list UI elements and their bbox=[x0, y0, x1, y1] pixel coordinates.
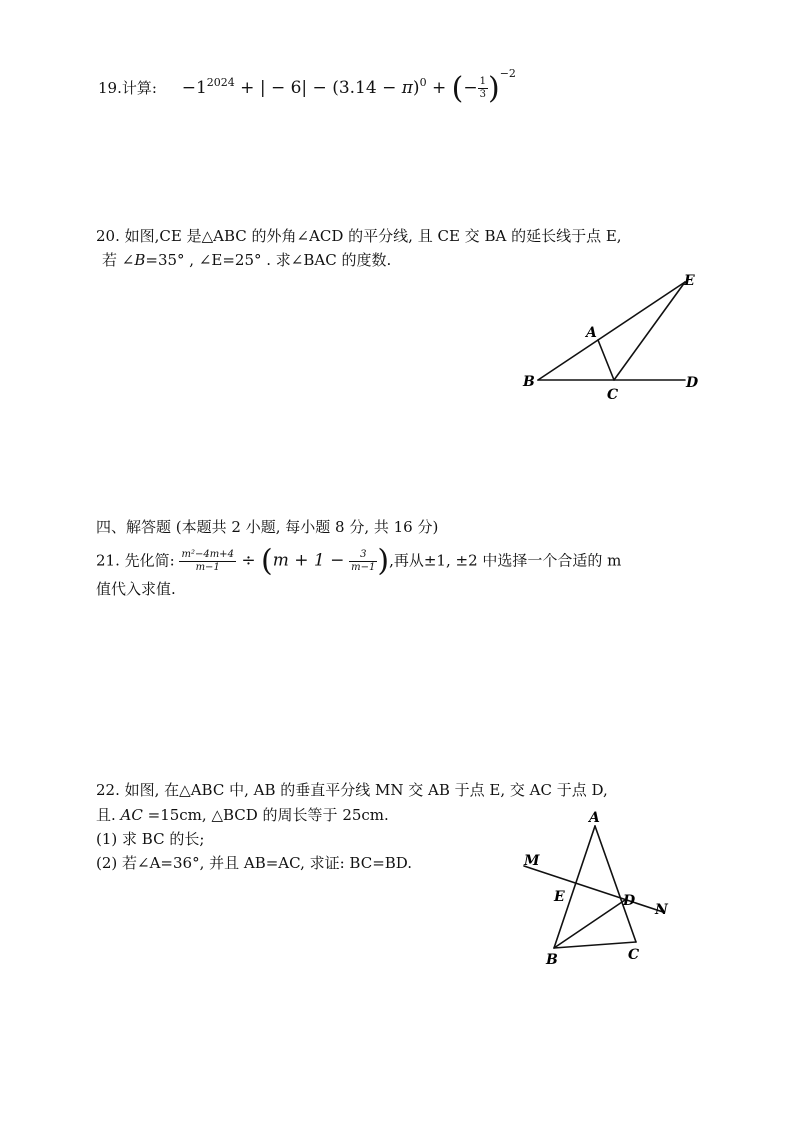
label-D: D bbox=[686, 375, 699, 391]
q19-exponent-neg-two: −2 bbox=[499, 67, 516, 80]
label-B: B bbox=[546, 952, 558, 968]
question-19 bbox=[98, 67, 516, 106]
q19-minus: − bbox=[463, 78, 478, 98]
figure-q22-triangle bbox=[518, 808, 678, 968]
q19-pi: π bbox=[401, 78, 413, 98]
q19-exponent-2024: 2024 bbox=[206, 76, 235, 89]
q19-plus: + bbox=[426, 78, 452, 98]
line-BE bbox=[538, 282, 685, 380]
question-22-item-1: (1) 求 BC 的长; bbox=[96, 830, 205, 848]
label-E: E bbox=[554, 889, 565, 905]
label-B: B bbox=[523, 374, 535, 390]
line-BC bbox=[554, 942, 636, 948]
question-20-line-2 bbox=[102, 249, 391, 271]
question-20-line-1: 20. 如图,CE 是△ABC 的外角∠ACD 的平分线, 且 CE 交 BA 的延长线于点 E, bbox=[96, 227, 622, 245]
line-AC bbox=[598, 340, 614, 380]
line-BD bbox=[554, 900, 625, 948]
q21-right-paren: ) bbox=[377, 543, 390, 579]
q19-term-abs: + | − 6| − (3.14 − bbox=[234, 78, 402, 98]
label-M: M bbox=[524, 853, 540, 869]
q21-fraction-2-numerator: 3 bbox=[349, 549, 377, 562]
line-CE bbox=[614, 282, 685, 380]
q19-number: 19. bbox=[98, 79, 122, 97]
label-C: C bbox=[607, 387, 619, 403]
figure-q20-svg bbox=[515, 268, 705, 406]
q19-close-paren: ) bbox=[412, 78, 420, 98]
question-22-line-1: 22. 如图, 在△ABC 中, AB 的垂直平分线 MN 交 AB 于点 E, 交 AC 于点 D, bbox=[96, 781, 608, 799]
q21-fraction-1 bbox=[179, 549, 235, 574]
q19-prompt: 计算: bbox=[121, 79, 157, 97]
label-E: E bbox=[684, 273, 695, 289]
q20-angle-prefix: 若 ∠ bbox=[102, 251, 135, 269]
label-A: A bbox=[589, 810, 600, 826]
q21-fraction-1-numerator: m²−4m+4 bbox=[181, 549, 234, 560]
q20-angle-b: B bbox=[134, 251, 146, 269]
question-21-line-1 bbox=[96, 543, 622, 579]
q20-conditions: =35° , ∠E=25° . 求∠BAC 的度数. bbox=[145, 251, 392, 269]
q19-right-paren: ) bbox=[487, 71, 500, 106]
q21-left-paren: ( bbox=[261, 543, 273, 579]
q19-exponent-zero: 0 bbox=[419, 76, 427, 89]
label-D: D bbox=[623, 893, 636, 909]
question-21-line-2: 值代入求值. bbox=[96, 580, 176, 598]
label-N: N bbox=[655, 902, 668, 918]
q21-lead: 21. 先化简: bbox=[96, 551, 175, 570]
question-22-line-2 bbox=[96, 804, 389, 826]
figure-q20-triangle bbox=[515, 268, 705, 406]
q19-fraction-denominator: 3 bbox=[479, 89, 486, 100]
q21-divide: ÷ bbox=[235, 550, 261, 571]
q21-fraction-2-denominator: m−1 bbox=[351, 562, 376, 573]
q22-ac: AC bbox=[120, 806, 143, 824]
q21-fraction-2 bbox=[349, 549, 377, 574]
section-4-heading: 四、解答题 (本题共 2 小题, 每小题 8 分, 共 16 分) bbox=[96, 518, 439, 536]
q21-tail: ,再从±1, ±2 中选择一个合适的 m bbox=[389, 551, 622, 570]
q19-fraction bbox=[478, 76, 488, 101]
question-22-item-2: (2) 若∠A=36°, 并且 AB=AC, 求证: BC=BD. bbox=[96, 854, 413, 872]
q21-m-part: m + 1 − bbox=[272, 550, 345, 571]
line-AC bbox=[595, 826, 636, 942]
label-C: C bbox=[628, 947, 640, 963]
line-MN bbox=[524, 866, 663, 912]
label-A: A bbox=[586, 325, 597, 341]
q22-prefix: 且. bbox=[96, 806, 121, 824]
q21-fraction-1-denominator: m−1 bbox=[195, 562, 220, 573]
q22-conditions: =15cm, △BCD 的周长等于 25cm. bbox=[142, 806, 389, 824]
q19-fraction-numerator: 1 bbox=[479, 76, 486, 87]
q19-term-neg-one: −1 bbox=[181, 78, 207, 98]
q19-expression bbox=[181, 67, 516, 106]
figure-q22-svg bbox=[518, 808, 678, 968]
q19-left-paren: ( bbox=[451, 71, 464, 106]
